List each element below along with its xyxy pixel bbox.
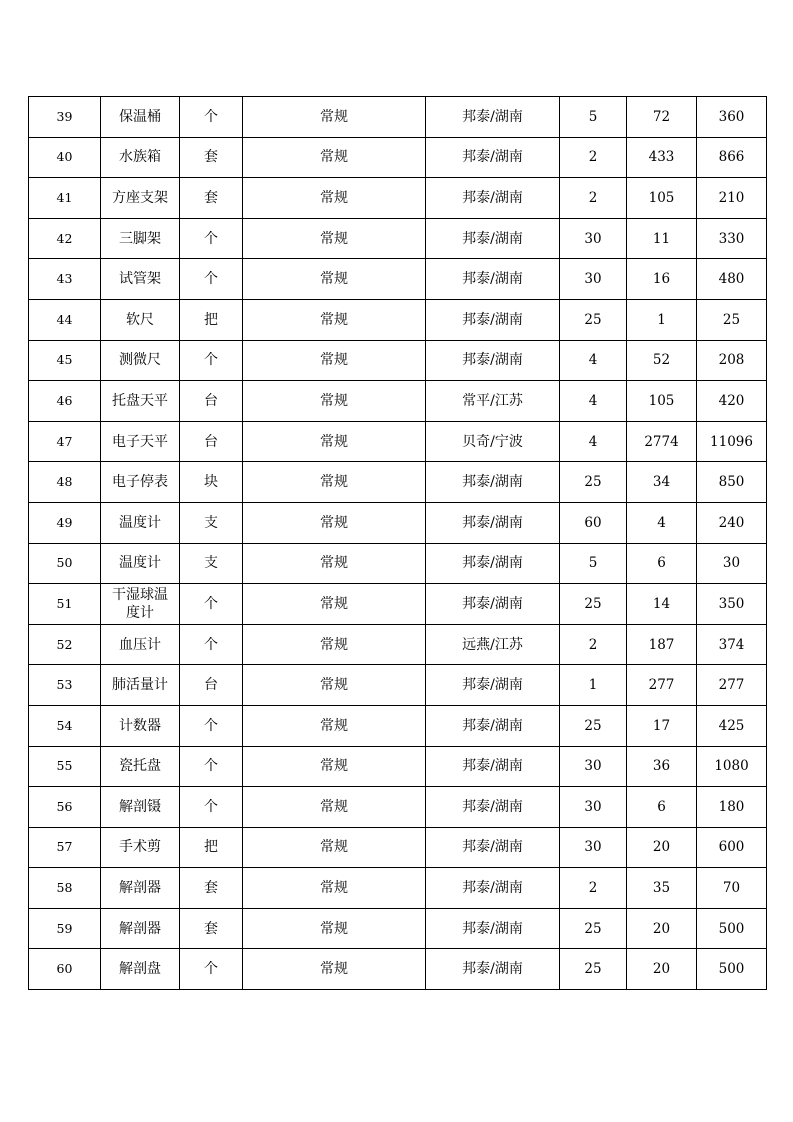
item-name-text: 手术剪 xyxy=(119,839,161,856)
item-brand: 邦泰/湖南 xyxy=(426,584,560,625)
item-quantity: 25 xyxy=(560,705,627,746)
row-number: 53 xyxy=(29,665,101,706)
item-name xyxy=(101,787,180,828)
item-total: 374 xyxy=(697,624,767,665)
item-quantity: 25 xyxy=(560,908,627,949)
item-quantity: 2 xyxy=(560,868,627,909)
item-spec: 常规 xyxy=(243,137,426,178)
item-spec: 常规 xyxy=(243,624,426,665)
item-total: 850 xyxy=(697,462,767,503)
item-unit-price: 34 xyxy=(627,462,697,503)
item-name xyxy=(101,97,180,138)
item-unit: 个 xyxy=(180,949,243,990)
item-name xyxy=(101,543,180,584)
table-row xyxy=(29,299,767,340)
item-unit: 个 xyxy=(180,340,243,381)
item-name-text: 托盘天平 xyxy=(112,392,168,409)
item-unit: 个 xyxy=(180,259,243,300)
item-name-text: 解剖盘 xyxy=(119,961,161,978)
item-brand: 邦泰/湖南 xyxy=(426,787,560,828)
item-name xyxy=(101,949,180,990)
table-row xyxy=(29,259,767,300)
item-unit: 套 xyxy=(180,137,243,178)
item-name-text: 解剖器 xyxy=(119,880,161,897)
item-unit: 台 xyxy=(180,381,243,422)
item-spec: 常规 xyxy=(243,908,426,949)
item-name-text: 电子停表 xyxy=(112,474,168,491)
item-brand: 邦泰/湖南 xyxy=(426,908,560,949)
item-spec: 常规 xyxy=(243,218,426,259)
item-brand: 邦泰/湖南 xyxy=(426,949,560,990)
item-unit-price: 72 xyxy=(627,97,697,138)
item-name xyxy=(101,340,180,381)
item-spec: 常规 xyxy=(243,502,426,543)
item-quantity: 5 xyxy=(560,543,627,584)
item-spec: 常规 xyxy=(243,746,426,787)
item-name-text: 干湿球温度计 xyxy=(112,586,168,621)
table-row xyxy=(29,705,767,746)
item-brand: 邦泰/湖南 xyxy=(426,340,560,381)
row-number: 52 xyxy=(29,624,101,665)
item-total: 420 xyxy=(697,381,767,422)
item-name xyxy=(101,624,180,665)
item-spec: 常规 xyxy=(243,827,426,868)
item-unit: 个 xyxy=(180,97,243,138)
item-quantity: 25 xyxy=(560,299,627,340)
item-unit: 个 xyxy=(180,705,243,746)
item-total: 208 xyxy=(697,340,767,381)
item-spec: 常规 xyxy=(243,787,426,828)
item-brand: 邦泰/湖南 xyxy=(426,462,560,503)
item-name xyxy=(101,584,180,625)
item-spec: 常规 xyxy=(243,705,426,746)
item-name-text: 温度计 xyxy=(119,555,161,572)
item-spec: 常规 xyxy=(243,665,426,706)
item-name-text: 解剖镊 xyxy=(119,798,161,815)
item-total: 1080 xyxy=(697,746,767,787)
item-unit-price: 20 xyxy=(627,908,697,949)
item-name xyxy=(101,502,180,543)
table-row xyxy=(29,381,767,422)
item-name xyxy=(101,218,180,259)
item-quantity: 30 xyxy=(560,218,627,259)
table-row xyxy=(29,462,767,503)
item-total: 360 xyxy=(697,97,767,138)
table-row xyxy=(29,624,767,665)
item-unit-price: 20 xyxy=(627,949,697,990)
item-quantity: 2 xyxy=(560,624,627,665)
item-brand: 邦泰/湖南 xyxy=(426,502,560,543)
item-name-text: 软尺 xyxy=(126,311,154,328)
item-quantity: 25 xyxy=(560,949,627,990)
item-name xyxy=(101,381,180,422)
item-unit: 套 xyxy=(180,868,243,909)
item-quantity: 4 xyxy=(560,340,627,381)
item-total: 500 xyxy=(697,908,767,949)
item-spec: 常规 xyxy=(243,381,426,422)
item-name xyxy=(101,908,180,949)
item-name xyxy=(101,259,180,300)
item-name-text: 试管架 xyxy=(119,271,161,288)
row-number: 56 xyxy=(29,787,101,828)
item-unit-price: 14 xyxy=(627,584,697,625)
item-spec: 常规 xyxy=(243,259,426,300)
row-number: 48 xyxy=(29,462,101,503)
item-unit: 把 xyxy=(180,299,243,340)
item-unit-price: 35 xyxy=(627,868,697,909)
item-name xyxy=(101,868,180,909)
item-spec: 常规 xyxy=(243,584,426,625)
item-name-text: 水族箱 xyxy=(119,149,161,166)
row-number: 47 xyxy=(29,421,101,462)
table-row xyxy=(29,97,767,138)
row-number: 50 xyxy=(29,543,101,584)
item-unit: 台 xyxy=(180,665,243,706)
item-spec: 常规 xyxy=(243,178,426,219)
row-number: 42 xyxy=(29,218,101,259)
row-number: 60 xyxy=(29,949,101,990)
item-quantity: 30 xyxy=(560,259,627,300)
item-unit-price: 187 xyxy=(627,624,697,665)
item-brand: 邦泰/湖南 xyxy=(426,746,560,787)
item-unit: 把 xyxy=(180,827,243,868)
item-total: 600 xyxy=(697,827,767,868)
item-unit-price: 6 xyxy=(627,543,697,584)
item-total: 277 xyxy=(697,665,767,706)
table-row xyxy=(29,178,767,219)
item-name xyxy=(101,705,180,746)
item-total: 30 xyxy=(697,543,767,584)
item-name xyxy=(101,665,180,706)
item-unit-price: 277 xyxy=(627,665,697,706)
item-name-text: 计数器 xyxy=(119,717,161,734)
item-unit-price: 2774 xyxy=(627,421,697,462)
item-spec: 常规 xyxy=(243,299,426,340)
item-brand: 邦泰/湖南 xyxy=(426,868,560,909)
row-number: 40 xyxy=(29,137,101,178)
item-unit-price: 433 xyxy=(627,137,697,178)
item-name-text: 瓷托盘 xyxy=(119,758,161,775)
item-quantity: 4 xyxy=(560,421,627,462)
item-total: 480 xyxy=(697,259,767,300)
item-name xyxy=(101,178,180,219)
item-unit: 套 xyxy=(180,178,243,219)
item-name-text: 解剖器 xyxy=(119,920,161,937)
table-row xyxy=(29,665,767,706)
item-quantity: 30 xyxy=(560,746,627,787)
item-quantity: 25 xyxy=(560,462,627,503)
item-spec: 常规 xyxy=(243,949,426,990)
item-name-text: 保温桶 xyxy=(119,108,161,125)
item-brand: 邦泰/湖南 xyxy=(426,137,560,178)
item-unit-price: 36 xyxy=(627,746,697,787)
row-number: 51 xyxy=(29,584,101,625)
row-number: 45 xyxy=(29,340,101,381)
item-quantity: 4 xyxy=(560,381,627,422)
row-number: 44 xyxy=(29,299,101,340)
row-number: 43 xyxy=(29,259,101,300)
item-brand: 邦泰/湖南 xyxy=(426,259,560,300)
item-unit-price: 6 xyxy=(627,787,697,828)
item-name-text: 方座支架 xyxy=(112,189,168,206)
row-number: 55 xyxy=(29,746,101,787)
item-name xyxy=(101,137,180,178)
table-row xyxy=(29,949,767,990)
item-unit-price: 1 xyxy=(627,299,697,340)
item-name xyxy=(101,827,180,868)
item-spec: 常规 xyxy=(243,340,426,381)
item-unit: 个 xyxy=(180,218,243,259)
item-unit: 套 xyxy=(180,908,243,949)
item-spec: 常规 xyxy=(243,421,426,462)
row-number: 39 xyxy=(29,97,101,138)
row-number: 58 xyxy=(29,868,101,909)
table-row xyxy=(29,827,767,868)
table-row xyxy=(29,340,767,381)
item-unit-price: 52 xyxy=(627,340,697,381)
row-number: 46 xyxy=(29,381,101,422)
item-unit: 块 xyxy=(180,462,243,503)
item-quantity: 2 xyxy=(560,137,627,178)
item-spec: 常规 xyxy=(243,543,426,584)
row-number: 54 xyxy=(29,705,101,746)
item-total: 350 xyxy=(697,584,767,625)
item-quantity: 30 xyxy=(560,787,627,828)
item-brand: 邦泰/湖南 xyxy=(426,97,560,138)
item-unit: 个 xyxy=(180,584,243,625)
item-brand: 邦泰/湖南 xyxy=(426,705,560,746)
item-unit-price: 11 xyxy=(627,218,697,259)
row-number: 41 xyxy=(29,178,101,219)
table-row xyxy=(29,421,767,462)
item-name-text: 电子天平 xyxy=(112,433,168,450)
item-quantity: 25 xyxy=(560,584,627,625)
item-spec: 常规 xyxy=(243,868,426,909)
item-name xyxy=(101,462,180,503)
item-brand: 贝奇/宁波 xyxy=(426,421,560,462)
item-unit-price: 20 xyxy=(627,827,697,868)
table-row xyxy=(29,218,767,259)
item-name xyxy=(101,421,180,462)
item-quantity: 2 xyxy=(560,178,627,219)
item-total: 180 xyxy=(697,787,767,828)
item-brand: 邦泰/湖南 xyxy=(426,218,560,259)
item-brand: 远燕/江苏 xyxy=(426,624,560,665)
item-name-text: 温度计 xyxy=(119,514,161,531)
item-quantity: 60 xyxy=(560,502,627,543)
item-unit: 个 xyxy=(180,624,243,665)
row-number: 49 xyxy=(29,502,101,543)
item-quantity: 30 xyxy=(560,827,627,868)
item-total: 240 xyxy=(697,502,767,543)
item-unit: 支 xyxy=(180,543,243,584)
item-unit: 支 xyxy=(180,502,243,543)
table-row xyxy=(29,543,767,584)
item-total: 11096 xyxy=(697,421,767,462)
table-row xyxy=(29,137,767,178)
item-quantity: 1 xyxy=(560,665,627,706)
item-unit-price: 105 xyxy=(627,178,697,219)
item-total: 25 xyxy=(697,299,767,340)
table-body xyxy=(29,97,767,990)
table-row xyxy=(29,502,767,543)
item-total: 866 xyxy=(697,137,767,178)
item-unit: 个 xyxy=(180,746,243,787)
item-spec: 常规 xyxy=(243,97,426,138)
item-brand: 邦泰/湖南 xyxy=(426,299,560,340)
item-name-text: 肺活量计 xyxy=(112,677,168,694)
item-brand: 邦泰/湖南 xyxy=(426,827,560,868)
item-unit-price: 17 xyxy=(627,705,697,746)
item-total: 210 xyxy=(697,178,767,219)
item-brand: 常平/江苏 xyxy=(426,381,560,422)
row-number: 57 xyxy=(29,827,101,868)
item-name xyxy=(101,746,180,787)
table-row xyxy=(29,584,767,625)
item-name xyxy=(101,299,180,340)
item-unit: 个 xyxy=(180,787,243,828)
item-brand: 邦泰/湖南 xyxy=(426,178,560,219)
item-name-text: 测微尺 xyxy=(119,352,161,369)
item-unit: 台 xyxy=(180,421,243,462)
item-total: 425 xyxy=(697,705,767,746)
table-row xyxy=(29,868,767,909)
table-row xyxy=(29,746,767,787)
item-total: 330 xyxy=(697,218,767,259)
item-total: 70 xyxy=(697,868,767,909)
item-unit-price: 4 xyxy=(627,502,697,543)
item-name-text: 血压计 xyxy=(119,636,161,653)
item-unit-price: 16 xyxy=(627,259,697,300)
item-total: 500 xyxy=(697,949,767,990)
item-spec: 常规 xyxy=(243,462,426,503)
table-row xyxy=(29,908,767,949)
item-quantity: 5 xyxy=(560,97,627,138)
item-unit-price: 105 xyxy=(627,381,697,422)
equipment-table xyxy=(28,96,767,990)
item-name-text: 三脚架 xyxy=(119,230,161,247)
table-row xyxy=(29,787,767,828)
item-brand: 邦泰/湖南 xyxy=(426,543,560,584)
row-number: 59 xyxy=(29,908,101,949)
item-brand: 邦泰/湖南 xyxy=(426,665,560,706)
